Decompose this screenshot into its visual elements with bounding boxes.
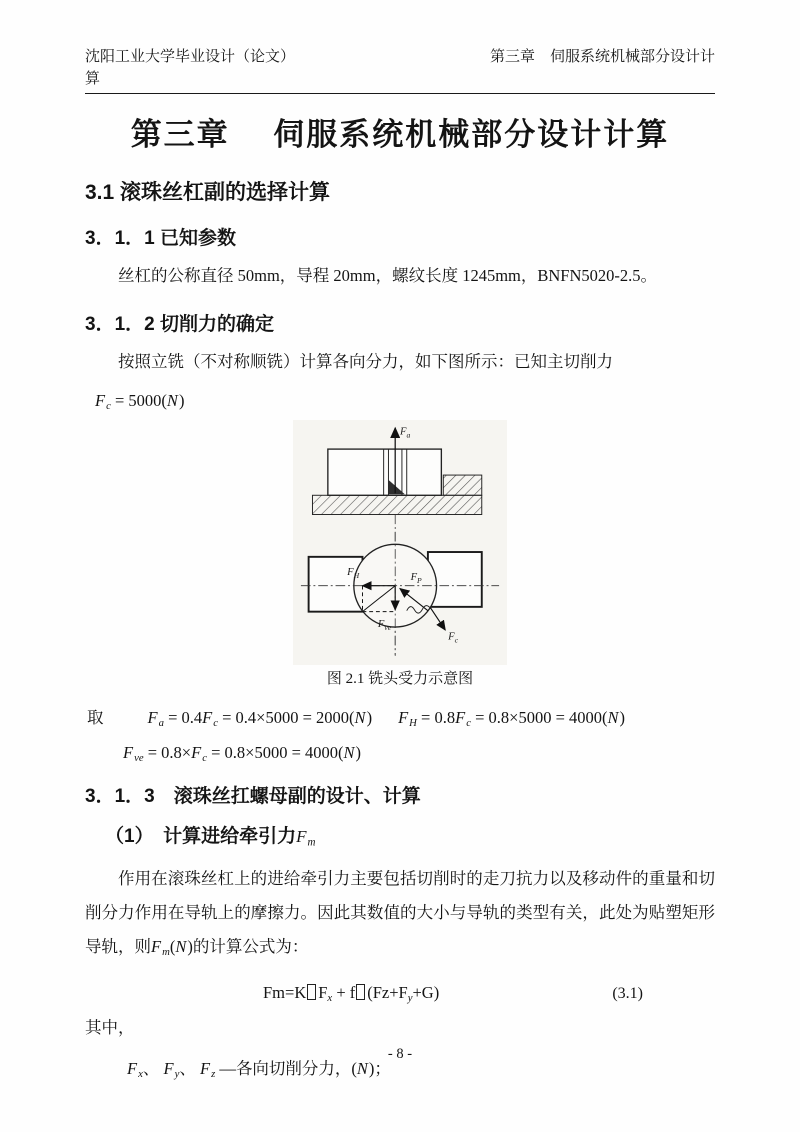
formula-fh: FH = 0.8Fc = 0.8×5000 = 4000(N) [398,708,626,730]
force-label-fc: $F_c$ [448,631,458,645]
header-rule [85,93,715,94]
force-label-fp: $F_P$ [410,572,422,586]
milling-force-diagram [299,422,501,658]
equation-3-1-row [85,983,715,1004]
header-right: 第三章 伺服系统机械部分设计计 [489,49,715,65]
page-number: - 8 - [387,1046,413,1062]
figure-image [293,420,507,665]
known-parameters-text: 丝杠的公称直径 50mm，导程 20mm，螺纹长度 1245mm，BNFN5020-2.5。 [118,266,658,285]
section-3-1-heading: 3.1 滚珠丝杠副的选择计算 [85,181,331,204]
traction-force-paragraph [85,862,715,969]
figure-2-1 [85,420,715,688]
cutting-force-intro-text: 按照立铣（不对称顺铣）计算各向分力，如下图所示：已知主切削力 [118,352,613,371]
formula-fc-text: Fc = 5000(N) [95,391,185,413]
formula-fve: Fve = 0.8×Fc = 0.8×5000 = 4000(N) [123,743,362,765]
formula-fve-line [123,743,715,764]
base-plate [312,495,481,514]
side-view [312,427,481,515]
equation-number: (3.1) [612,985,643,1003]
section-3-1-3-heading: 3．1．3 滚珠丝扛螺母副的设计、计算 [85,785,421,807]
fm-variable: Fm [296,826,316,848]
force-label-fh: $F_H$ [347,567,360,581]
item-1-heading [105,824,715,855]
section-3-1-1-heading: 3．1．1 已知参数 [85,228,236,249]
item-1-label: （1） 计算进给牵引力 [105,825,297,847]
where-label: 其中， [85,1018,135,1038]
fmn-inline-formula: Fm(N) [151,936,193,959]
paragraph-text-b: 的计算公式为： [192,936,309,956]
formula-fc [95,391,715,412]
force-components-formula: Fx、 Fy、 Fz —各向切削分力，(N)； [127,1059,391,1081]
fc-arrow [430,607,445,630]
right-step [443,475,481,495]
formula-row-take [87,704,715,729]
paragraph-text-a: 作用在滚珠丝杠上的进给牵引力主要包括切削时的走刀抗力以及移动件的重量和切削分力作用在导轨上的摩擦力。因此其数值的大小与导轨的类型有关，此处为贴塑矩形导轨，则 [85,868,715,956]
equation-3-1: Fm=K Fx + f (Fz+Fy+G) [263,983,440,1005]
workpiece-block [328,449,442,495]
header-wrap-line: 算 [85,71,101,87]
force-label-fve: $F_{ve}$ [377,619,392,633]
top-view [301,532,499,655]
page-header [85,46,715,94]
section-3-1-2-heading: 3．1．2 切削力的确定 [85,314,274,335]
take-label: 取 [87,708,104,728]
figure-caption: 图 2.1 铣头受力示意图 [326,671,474,688]
force-label-fa: $F_a$ [400,426,411,440]
chapter-title: 第三章 伺服系统机械部分设计计算 [130,117,670,152]
header-left: 沈阳工业大学毕业设计（论文） [85,49,296,65]
formula-fa: Fa = 0.4Fc = 0.4×5000 = 2000(N) [147,708,373,730]
